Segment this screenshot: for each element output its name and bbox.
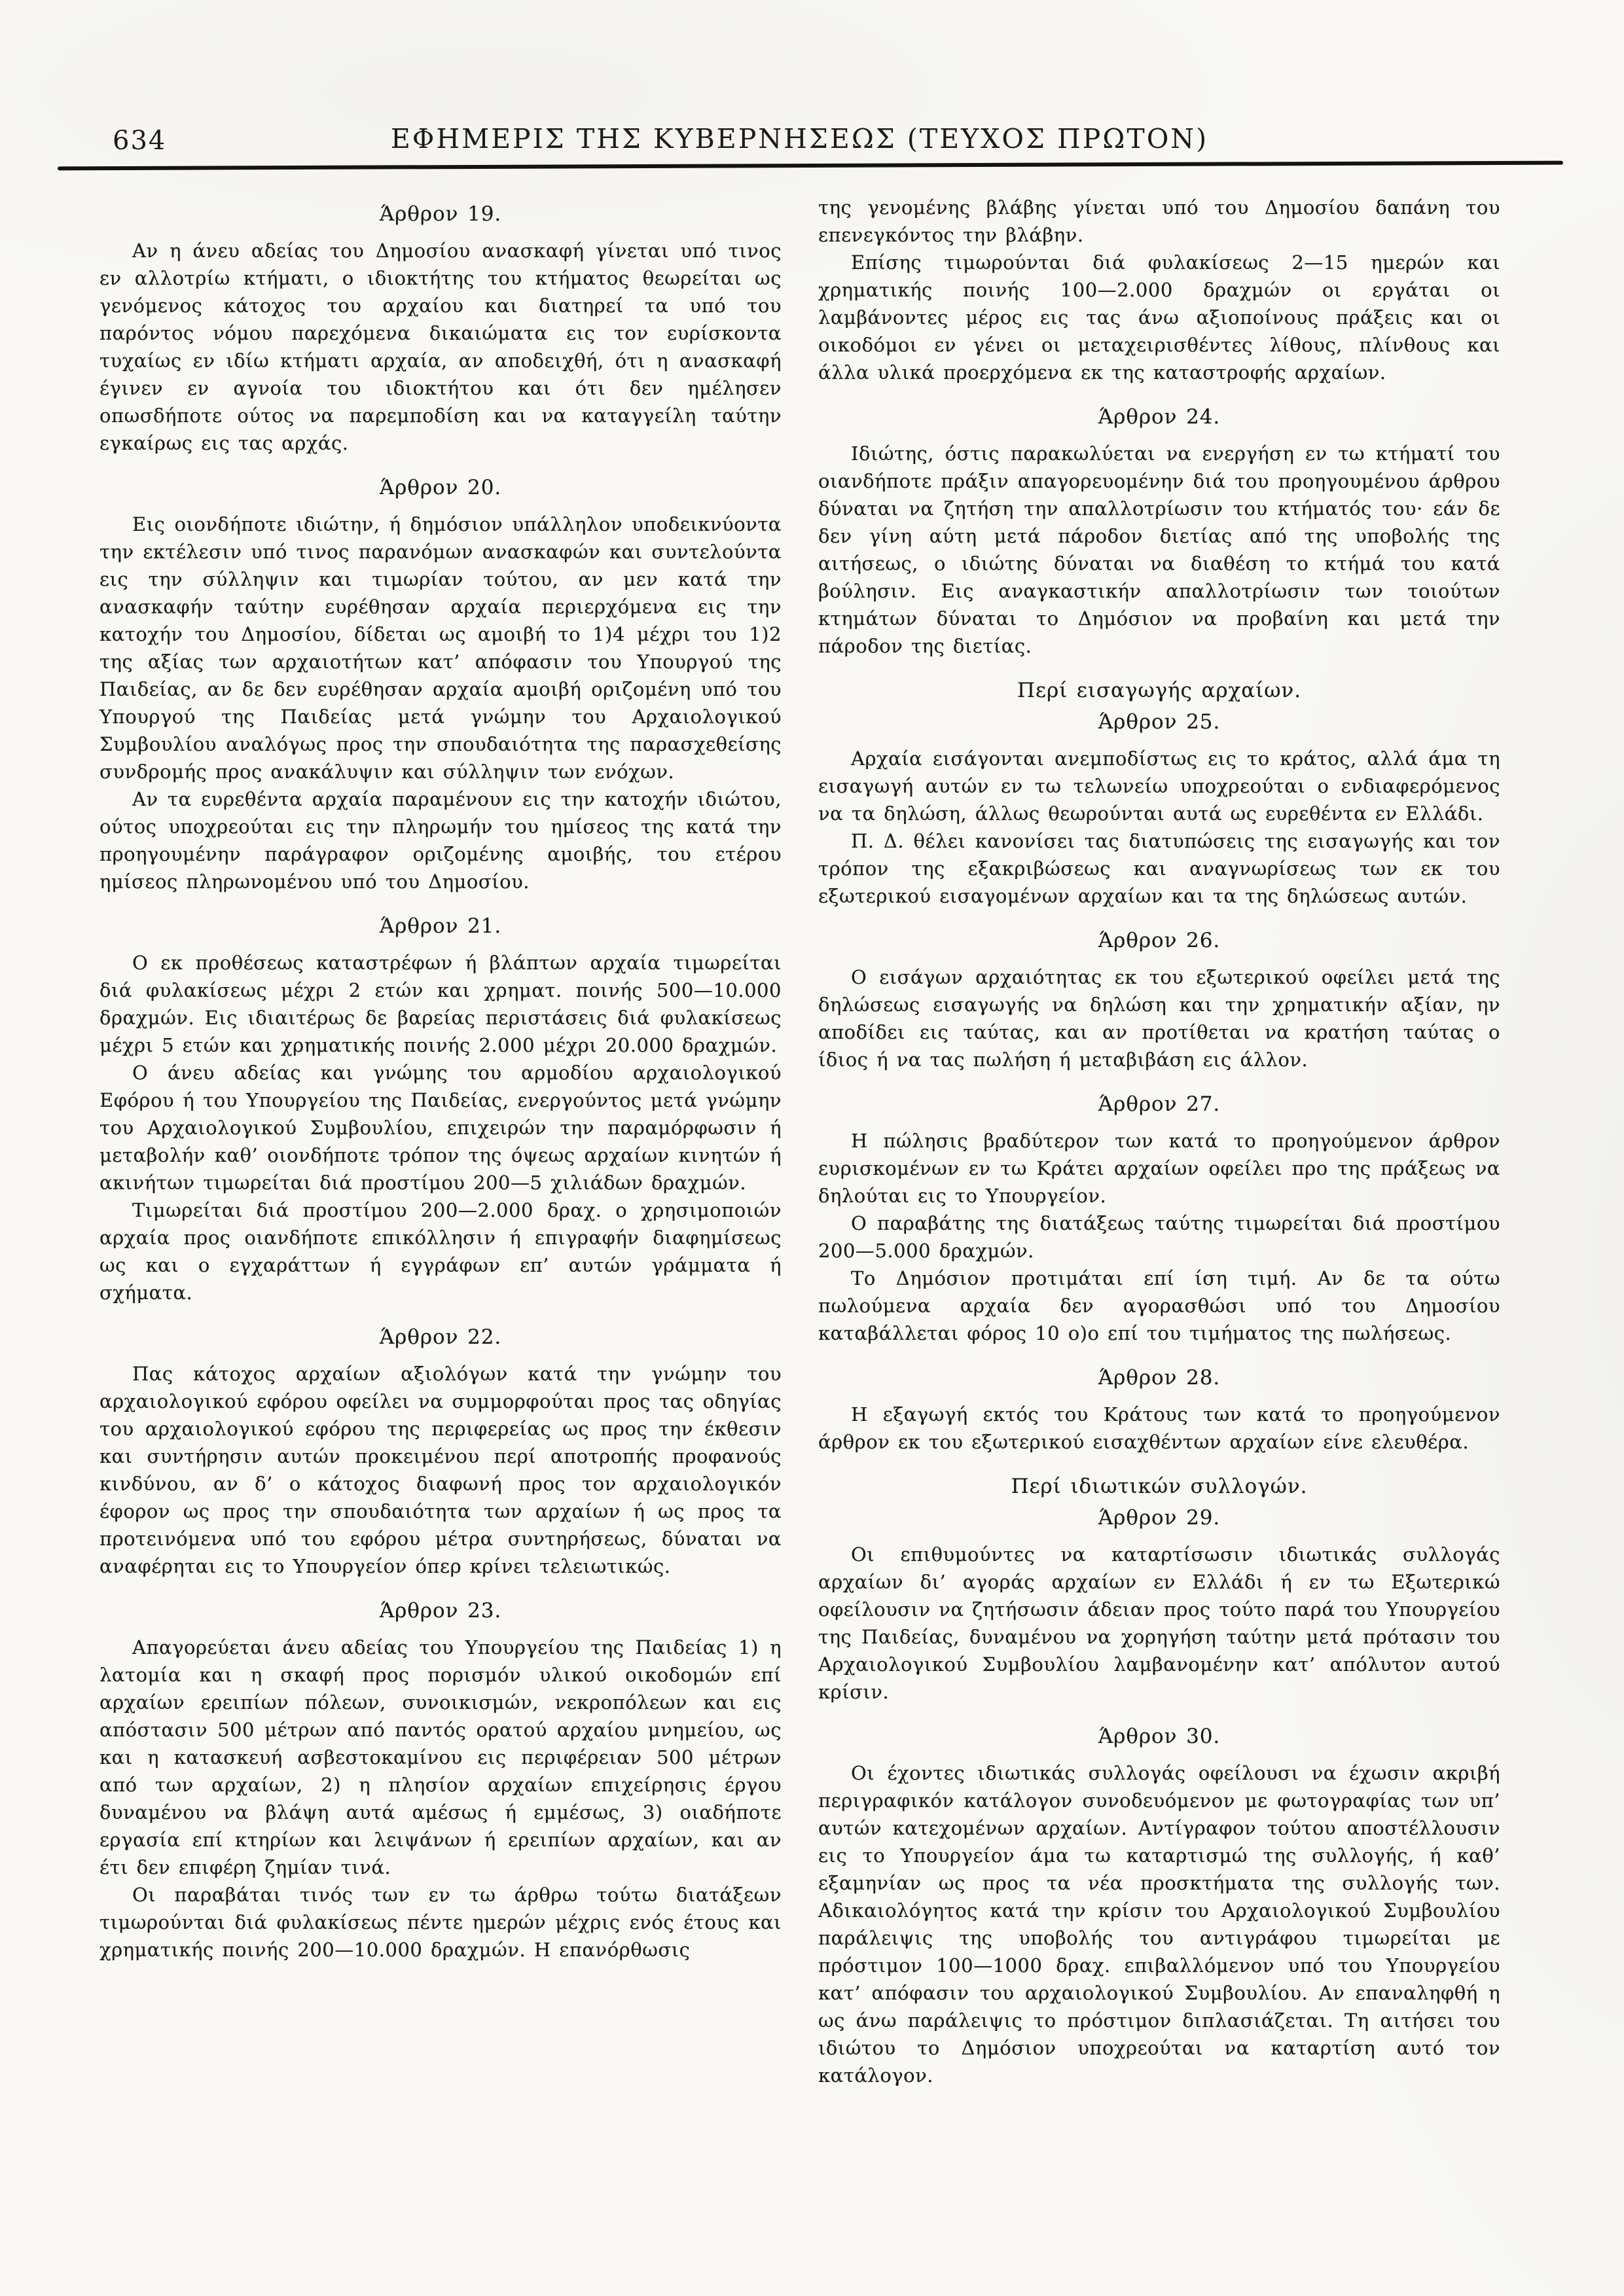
article-21-paragraph-1: Ο εκ προθέσεως καταστρέφων ή βλάπτων αρχαία τιμωρείται διά φυλακίσεως μέχρι 2 ετών και χρηματ. ποινής 500—10.000 δραχμών. Εις ιδιαιτέρως δε βαρείας περιστάσεις διά φυλακίσεως μέχρι 5 ετών και χρηματικής ποινής 2.000 μέχρι 20.000 δραχμών. <box>99 952 782 1056</box>
article-20-paragraph-1: Εις οιονδήποτε ιδιώτην, ή δημόσιον υπάλληλον υποδεικνύοντα την εκτέλεσιν υπό τινος παρανόμων ανασκαφών και συντελούντα εις την σύλληψιν και τιμωρίαν τούτου, αν μεν κατά την ανασκαφήν ταύτην ευρέθησαν αρχαία περιερχόμενα εις την κατοχήν του Δημοσίου, δίδεται ως αμοιβή το 1)4 μέχρι του 1)2 της αξίας των αρχαιοτήτων κατ’ απόφασιν του Υπουργού της Παιδείας, αν δε δεν ευρέθησαν αρχαία αμοιβή οριζομένη υπό του Υπουργού της Παιδείας μετά γνώμην του Αρχαιολογικού Συμβουλίου αναλόγως προς την σπουδαιότητα της παρασχεθείσης συνδρομής προς ανακάλυψιν και σύλληψιν των ενόχων. <box>99 513 782 783</box>
article-19-paragraph: Αν η άνευ αδείας του Δημοσίου ανασκαφή γίνεται υπό τινος εν αλλοτρίω κτήματι, ο ιδιοκτήτης του κτήματος θεωρείται ως γενόμενος κάτοχος του αρχαίου και διατηρεί τα υπό του παρόντος νόμου παρεχόμενα δικαιώματα εις τον ευρίσκοντα τυχαίως εν ιδίω κτήματι αρχαία, αν αποδειχθή, ότι η ανασκαφή έγινεν εν αγνοία του ιδιοκτήτου και ότι δεν ημέλησεν οπωσδήποτε ούτος να παρεμποδίση και να καταγγείλη ταύτην εγκαίρως εις τας αρχάς. <box>99 240 782 454</box>
article-heading-22: Άρθρον 22. <box>379 1325 502 1349</box>
article-heading-23: Άρθρον 23. <box>379 1599 502 1623</box>
page-number: 634 <box>113 126 167 156</box>
article-23-paragraph-1: Απαγορεύεται άνευ αδείας του Υπουργείου της Παιδείας 1) η λατομία και η σκαφή προς πορισμόν υλικού οικοδομών επί αρχαίων ερειπίων πόλεων, συνοικισμών, νεκροπόλεων και εις απόστασιν 500 μέτρων από παντός ορατού αρχαίου μνημείου, ως και η κατασκευή ασβεστοκαμίνου εις περιφέρειαν 500 μέτρων από των αρχαίων, 2) η πλησίον αρχαίων επιχείρησις έργου δυναμένου να βλάψη αυτά αμέσως ή εμμέσως, 3) οιαδήποτε εργασία επί κτηρίων και λειψάνων ή ερειπίων αρχαίων, και αν έτι δεν επιφέρη ζημίαν τινά. <box>99 1636 782 1878</box>
left-column <box>99 194 782 2089</box>
article-25-paragraph-1: Αρχαία εισάγονται ανεμποδίστως εις το κράτος, αλλά άμα τη εισαγωγή αυτών εν τω τελωνείω υποχρεούται ο ενδιαφερόμενος να τα δηλώση, άλλως θεωρούνται αυτά ως ευρεθέντα εν Ελλάδι. <box>818 747 1500 825</box>
section-heading-private-collections: Περί ιδιωτικών συλλογών. <box>1011 1475 1308 1498</box>
article-heading-29: Άρθρον 29. <box>1098 1506 1221 1530</box>
article-heading-30: Άρθρον 30. <box>1098 1725 1221 1748</box>
article-30-paragraph: Οι έχοντες ιδιωτικάς συλλογάς οφείλουσι να έχωσιν ακριβή περιγραφικόν κατάλογον συνοδευόμενον με φωτογραφίας των υπ’ αυτών κατεχομένων αρχαίων. Αντίγραφον τούτου αποστέλλουσιν εις το Υπουργείον άμα τω καταρτισμώ της συλλογής, ή καθ’ εξαμηνίαν ως προς τα νέα προσκτήματα της συλλογής των. Αδικαιολόγητος κατά την κρίσιν του Αρχαιολογικού Συμβουλίου παράλειψις της υποβολής του αντιγράφου τιμωρείται με πρόστιμον 100—1000 δραχ. επιβαλλόμενον υπό του Υπουργείου κατ’ απόφασιν του αρχαιολογικού Συμβουλίου. Αν επαναληφθή η ως άνω παράλειψις το πρόστιμον διπλασιάζεται. Τη αιτήσει του ιδιώτου το Δημόσιον υποχρεούται να καταρτίση αυτό τον κατάλογον. <box>818 1762 1500 2087</box>
article-21-paragraph-3: Τιμωρείται διά προστίμου 200—2.000 δραχ. ο χρησιμοποιών αρχαία προς οιανδήποτε επικόλλησιν ή επιγραφήν διαφημίσεως ως και ο εγχαράττων ή εγγράφων επ’ αυτών γράμματα ή σχήματα. <box>99 1199 782 1304</box>
article-22-paragraph: Πας κάτοχος αρχαίων αξιολόγων κατά την γνώμην του αρχαιολογικού εφόρου οφείλει να συμμορφούται προς τας οδηγίας του αρχαιολογικού εφόρου της περιφερείας ως προς την έκθεσιν και συντήρησιν αυτών προκειμένου περί αποτροπής προφανούς κινδύνου, αν δ’ ο κάτοχος διαφωνή προς τον αρχαιολογικόν έφορον ως προς την σπουδαιότητα των αρχαίων ή ως προς τα προτεινόμενα υπό του εφόρου μέτρα συντηρήσεως, δύναται να αναφέρηται εις το Υπουργείον όπερ κρίνει τελειωτικώς. <box>99 1363 782 1577</box>
article-heading-27: Άρθρον 27. <box>1098 1092 1221 1116</box>
masthead <box>99 123 1500 162</box>
section-heading-import-of-antiquities: Περί εισαγωγής αρχαίων. <box>1017 679 1301 702</box>
article-heading-25: Άρθρον 25. <box>1098 710 1221 734</box>
article-28-paragraph: Η εξαγωγή εκτός του Κράτους των κατά το προηγούμενον άρθρον εκ του εξωτερικού εισαχθέντων αρχαίων είνε ελευθέρα. <box>818 1403 1500 1453</box>
article-23-paragraph-3: Επίσης τιμωρούνται διά φυλακίσεως 2—15 ημερών και χρηματικής ποινής 100—2.000 δραχμών οι εργάται οι λαμβάνοντες μέρος εις τας άνω αξιοποίνους πράξεις και οι οικοδόμοι εν γένει οι μεταχειρισθέντες λίθους, πλίνθους και άλλα υλικά προερχόμενα εκ της καταστροφής αρχαίων. <box>818 251 1500 384</box>
article-heading-19: Άρθρον 19. <box>379 202 502 226</box>
article-24-paragraph: Ιδιώτης, όστις παρακωλύεται να ενεργήση εν τω κτήματί του οιανδήποτε πράξιν απαγορευομένην διά του προηγουμένου άρθρου δύναται να ζητήση την απαλλοτρίωσιν του κτήματός του· εάν δε δεν γίνη αύτη μετά πάροδον διετίας από της υποβολής της αιτήσεως, ο ιδιώτης δύναται να διαθέση το κτήμά του κατά βούλησιν. Εις αναγκαστικήν απαλλοτρίωσιν των τοιούτων κτημάτων δύναται το Δημόσιον να προβαίνη και μετά την πάροδον της διετίας. <box>818 442 1500 657</box>
right-column <box>818 194 1500 2089</box>
article-heading-21: Άρθρον 21. <box>379 914 502 938</box>
article-heading-20: Άρθρον 20. <box>379 476 502 499</box>
article-21-paragraph-2: Ο άνευ αδείας και γνώμης του αρμοδίου αρχαιολογικού Εφόρου ή του Υπουργείου της Παιδείας, ενεργούντος μετά γνώμην του Αρχαιολογικού Συμβουλίου, επιχειρών την παραμόρφωσιν ή μεταβολήν καθ’ οιονδήποτε τρόπον της όψεως αρχαίων κινητών ή ακινήτων τιμωρείται διά προστίμου 200—5 χιλιάδων δραχμών. <box>99 1062 782 1194</box>
article-27-paragraph-2: Ο παραβάτης της διατάξεως ταύτης τιμωρείται διά προστίμου 200—5.000 δραχμών. <box>818 1212 1500 1262</box>
article-27-paragraph-3: Το Δημόσιον προτιμάται επί ίση τιμή. Αν δε τα ούτω πωλούμενα αρχαία δεν αγορασθώσι υπό του Δημοσίου καταβάλλεται φόρος 10 ο)ο επί του τιμήματος της πωλήσεως. <box>818 1267 1500 1344</box>
masthead-title: ΕΦΗΜΕΡΙΣ ΤΗΣ ΚΥΒΕΡΝΗΣΕΩΣ (ΤΕΥΧΟΣ ΠΡΩΤΟΝ) <box>390 123 1209 154</box>
article-26-paragraph: Ο εισάγων αρχαιότητας εκ του εξωτερικού οφείλει μετά της δηλώσεως εισαγωγής να δηλώση και την χρηματικήν αξίαν, ην αποδίδει εις ταύτας, και αν προτίθεται να κρατήση ταύτας ο ίδιος ή να τας πωλήση ή μεταβιβάση εις άλλον. <box>818 966 1500 1071</box>
text-columns <box>99 194 1500 2089</box>
article-23-paragraph-2: Οι παραβάται τινός των εν τω άρθρω τούτω διατάξεων τιμωρούνται διά φυλακίσεως πέντε ημερών μέχρις ενός έτους και χρηματικής ποινής 200—10.000 δραχμών. Η επανόρθωσις <box>99 1884 782 1961</box>
article-27-paragraph-1: Η πώλησις βραδύτερον των κατά το προηγούμενον άρθρον ευρισκομένων εν τω Κράτει αρχαίων οφείλει προ της πράξεως να δηλούται εις το Υπουργείον. <box>818 1130 1500 1207</box>
article-29-paragraph: Οι επιθυμούντες να καταρτίσωσιν ιδιωτικάς συλλογάς αρχαίων δι’ αγοράς αρχαίων εν Ελλάδι ή εν τω Εξωτερικώ οφείλουσιν να ζητήσωσιν άδειαν προς τούτο παρά του Υπουργείου της Παιδείας, δυναμένου να χορηγήση ταύτην μετά πρότασιν του Αρχαιολογικού Συμβουλίου λαμβανομένην κατ’ απόλυτον αυτού κρίσιν. <box>818 1543 1500 1703</box>
article-23-paragraph-2-continuation: της γενομένης βλάβης γίνεται υπό του Δημοσίου δαπάνη του επενεγκόντος την βλάβην. <box>818 196 1500 246</box>
article-25-paragraph-2: Π. Δ. θέλει κανονίσει τας διατυπώσεις της εισαγωγής και τον τρόπον της εξακριβώσεως και αναγνωρίσεως των εκ του εξωτερικού εισαγομένων αρχαίων και τα της δηλώσεως αυτών. <box>818 830 1500 907</box>
article-20-paragraph-2: Αν τα ευρεθέντα αρχαία παραμένουν εις την κατοχήν ιδιώτου, ούτος υποχρεούται εις την πληρωμήν του ημίσεος της κατά την προηγουμένην παράγραφον οριζομένης αμοιβής, του ετέρου ημίσεος πληρωνομένου υπό του Δημοσίου. <box>99 788 782 893</box>
article-heading-24: Άρθρον 24. <box>1098 405 1221 429</box>
article-heading-28: Άρθρον 28. <box>1098 1366 1221 1390</box>
article-heading-26: Άρθρον 26. <box>1098 929 1221 952</box>
